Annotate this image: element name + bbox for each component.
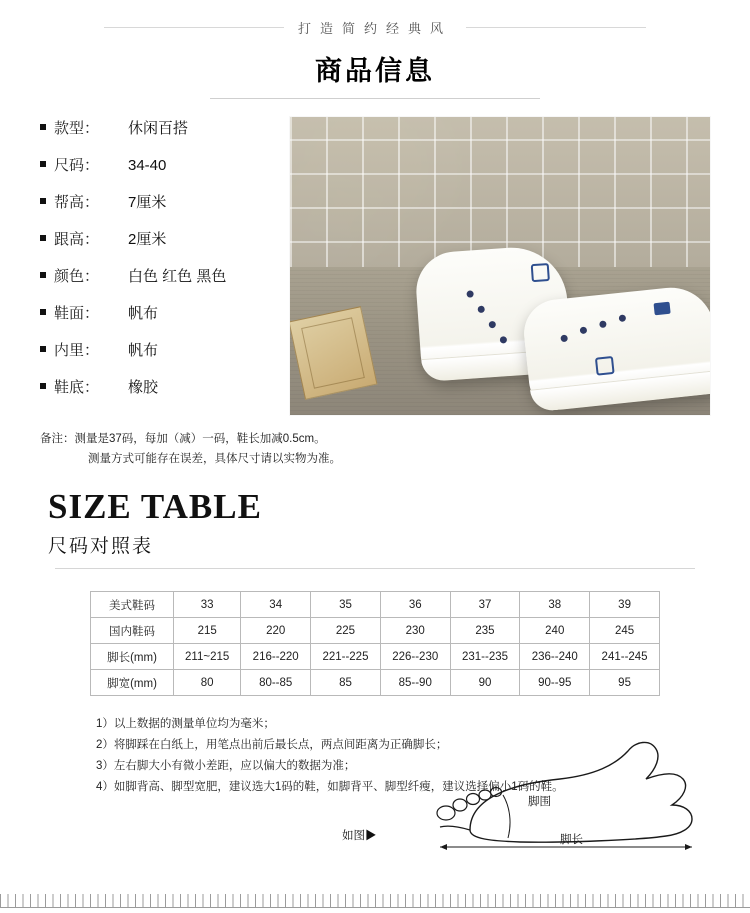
table-row [91, 592, 660, 618]
lace-eyelet-icon [466, 290, 473, 297]
size-table-title-cn: 尺码对照表 [48, 536, 154, 557]
table-cell: 245 [590, 618, 660, 644]
lace-eyelet-icon [489, 321, 496, 328]
square-bullet-icon [40, 124, 46, 130]
lace-eyelet-icon [599, 320, 607, 328]
lace-eyelet-icon [477, 306, 484, 313]
table-cell: 236--240 [520, 644, 590, 670]
tagline-rule-right [466, 27, 646, 28]
spec-item-heel-height [40, 228, 290, 249]
table-cell: 241--245 [590, 644, 660, 670]
title-divider [210, 98, 540, 99]
square-bullet-icon [40, 235, 46, 241]
ruler-ticks [0, 894, 750, 907]
spec-item-style [40, 117, 290, 138]
spec-item-shaft-height [40, 191, 290, 212]
note-line-2: 测量方式可能存在误差，具体尺寸请以实物为准。 [88, 453, 341, 465]
sneaker-front [521, 283, 710, 412]
table-cell: 90 [450, 670, 520, 696]
square-bullet-icon [40, 198, 46, 204]
product-photo [290, 117, 710, 415]
row-header: 脚宽(mm) [91, 670, 174, 696]
spec-value: 2厘米 [128, 231, 167, 248]
table-cell: 235 [450, 618, 520, 644]
size-table-divider [55, 568, 695, 569]
note-line-1: 备注：测量是37码，每加（减）一码，鞋长加减0.5cm。 [40, 433, 326, 445]
table-row [91, 618, 660, 644]
spec-item-color [40, 265, 290, 286]
table-cell: 95 [590, 670, 660, 696]
page-header [0, 0, 750, 99]
ruler-baseline [0, 907, 750, 908]
spec-value: 休闲百搭 [128, 120, 189, 137]
square-bullet-icon [40, 383, 46, 389]
table-cell: 240 [520, 618, 590, 644]
list-item: 4）如脚背高、脚型宽肥，建议选大1码的鞋，如脚背平、脚型纤瘦，建议选择偏小1码的鞋。 [96, 781, 564, 793]
square-bullet-icon [40, 161, 46, 167]
product-photo-canvas [290, 117, 710, 415]
table-cell: 35 [311, 592, 381, 618]
lace-eyelet-icon [619, 314, 627, 322]
heel-tab-icon [531, 263, 550, 282]
table-cell: 221--225 [311, 644, 381, 670]
lace-eyelet-icon [500, 336, 507, 343]
product-info-row [0, 117, 750, 415]
spec-label: 颜色： [54, 268, 100, 285]
girth-label: 脚围 [528, 796, 551, 808]
tagline [0, 18, 750, 37]
spec-item-size [40, 154, 290, 175]
size-table-heading [48, 487, 750, 558]
table-cell: 80--85 [241, 670, 311, 696]
table-cell: 80 [174, 670, 241, 696]
list-item: 1）以上数据的测量单位均为毫米； [96, 718, 275, 730]
table-cell: 37 [450, 592, 520, 618]
table-cell: 34 [241, 592, 311, 618]
table-cell: 215 [174, 618, 241, 644]
spec-item-upper [40, 302, 290, 323]
table-cell: 38 [520, 592, 590, 618]
table-cell: 225 [311, 618, 381, 644]
table-cell: 211~215 [174, 644, 241, 670]
foot-measure-diagram [342, 735, 740, 855]
table-cell: 220 [241, 618, 311, 644]
spec-value: 橡胶 [128, 379, 159, 396]
spec-label: 帮高： [54, 194, 100, 211]
row-header: 脚长(mm) [91, 644, 174, 670]
table-cell: 36 [380, 592, 450, 618]
lace-eyelet-icon [560, 335, 568, 343]
spec-label: 内里： [54, 342, 100, 359]
row-header: 美式鞋码 [91, 592, 174, 618]
spec-list [0, 117, 290, 415]
tagline-rule-left [104, 27, 284, 28]
ruler-decoration [0, 889, 750, 913]
page-title: 商品信息 [315, 56, 435, 86]
spec-item-lining [40, 339, 290, 360]
logo-patch-icon [595, 356, 615, 376]
brand-tag-icon [654, 302, 671, 316]
spec-label: 鞋底： [54, 379, 100, 396]
table-row [91, 670, 660, 696]
table-cell: 90--95 [520, 670, 590, 696]
table-cell: 216--220 [241, 644, 311, 670]
row-header: 国内鞋码 [91, 618, 174, 644]
as-shown-label: 如图▶ [342, 830, 377, 842]
lace-eyelet-icon [580, 326, 588, 334]
table-cell: 33 [174, 592, 241, 618]
spec-value: 34-40 [128, 157, 167, 174]
size-table-title-en: SIZE TABLE [48, 487, 262, 526]
tagline-text: 打造简约经典风 [297, 21, 452, 36]
size-table [90, 591, 660, 696]
spec-value: 帆布 [128, 342, 159, 359]
table-cell: 226--230 [380, 644, 450, 670]
spec-item-outsole [40, 376, 290, 397]
length-label: 脚长 [560, 834, 583, 846]
table-cell: 231--235 [450, 644, 520, 670]
spec-label: 跟高： [54, 231, 100, 248]
spec-label: 鞋面： [54, 305, 100, 322]
spec-value: 帆布 [128, 305, 159, 322]
table-row [91, 644, 660, 670]
spec-value: 7厘米 [128, 194, 167, 211]
table-cell: 39 [590, 592, 660, 618]
spec-label: 款型： [54, 120, 100, 137]
square-bullet-icon [40, 309, 46, 315]
list-item: 3）左右脚大小有微小差距，应以偏大的数据为准； [96, 760, 356, 772]
square-bullet-icon [40, 346, 46, 352]
measurement-note [40, 429, 750, 469]
spec-value: 白色 红色 黑色 [128, 268, 227, 285]
spec-label: 尺码： [54, 157, 100, 174]
table-cell: 85 [311, 670, 381, 696]
table-cell: 230 [380, 618, 450, 644]
square-bullet-icon [40, 272, 46, 278]
table-cell: 85--90 [380, 670, 450, 696]
list-item: 2）将脚踩在白纸上，用笔点出前后最长点，两点间距离为正确脚长； [96, 739, 448, 751]
